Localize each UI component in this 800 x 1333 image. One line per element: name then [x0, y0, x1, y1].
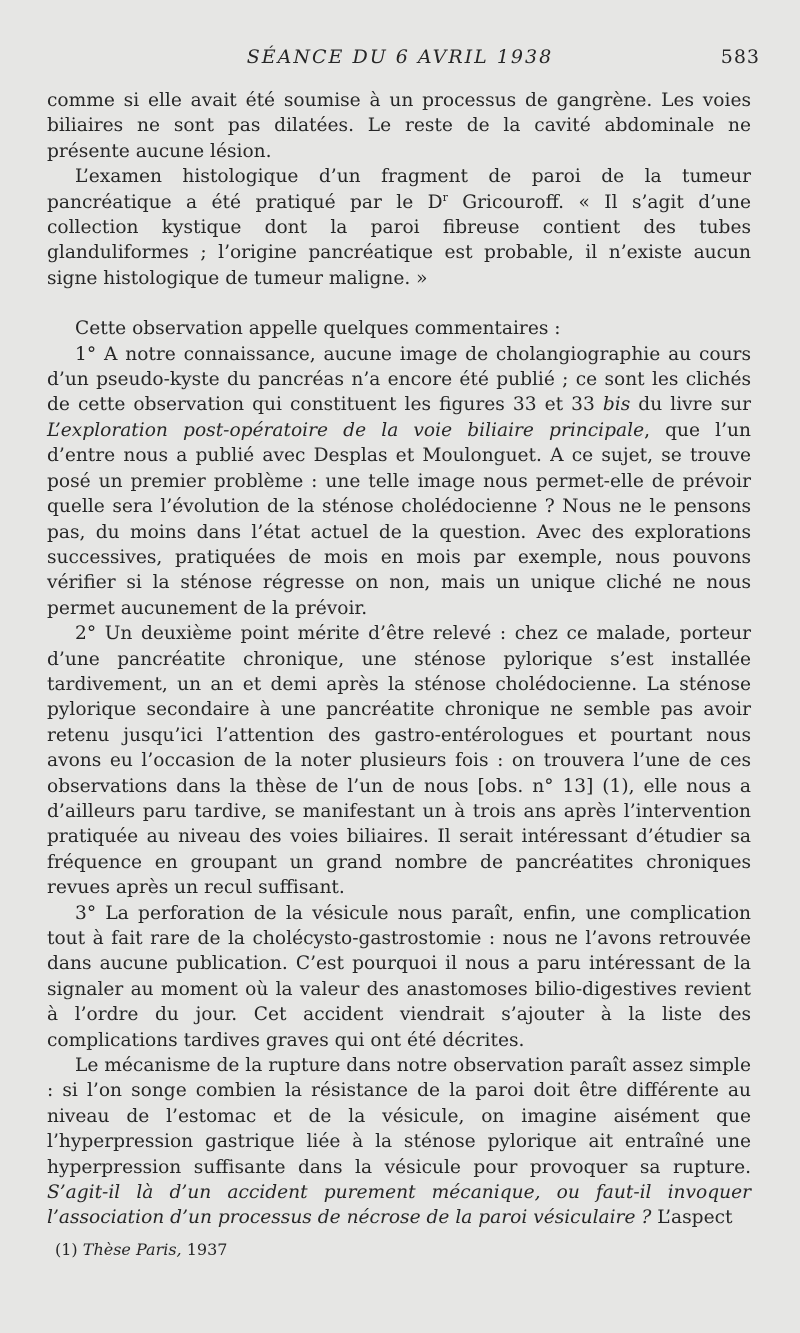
- italic-text: L’exploration post-opératoire de la voie biliaire principale: [47, 419, 645, 441]
- text-run: Le mécanisme de la rupture dans notre observation paraît assez simple : si l’on songe combien la résistance de la paroi doit être différente au niveau de l’estomac et de la vésicule, on imagine aisément que l’hyperpression gastrique liée à la sténose pylorique ait entraîné une hyperpression suffisante dans la vésicule pour provoquer sa rupture.: [47, 1055, 751, 1178]
- page-number: 583: [720, 46, 760, 68]
- paragraph: [47, 316, 751, 341]
- text-run: du livre sur: [630, 394, 751, 416]
- text-run: , que l’un d’entre nous a publié avec Desplas et Moulonguet. A ce sujet, se trouve posé un premier problème : une telle image nous permet-elle de prévoir quelle sera l’évolution de la sténose cholédocienne ? Nous ne le pensons pas, du moins dans l’état actuel de la question. Avec des explorations successives, pratiquées de mois en mois par exemple, nous pouvons vérifier si la sténose régresse on non, mais un unique cliché ne nous permet aucunement de la prévoir.: [47, 419, 751, 619]
- italic-text: S’agit-il là d’un accident purement mécanique, ou faut-il invoquer l’association d’un processus de nécrose de la paroi vésiculaire ?: [47, 1182, 751, 1229]
- text-run: L’examen histologique d’un fragment de paroi de la tumeur pancréatique a été pratiqué par le D: [47, 166, 751, 213]
- superscript: r: [442, 190, 448, 204]
- header-title: SÉANCE DU 6 AVRIL 1938: [246, 46, 554, 68]
- text-run: 3° La perforation de la vésicule nous paraît, enfin, une complication tout à fait rare de la cholécysto-gastrostomie : nous ne l’avons retrouvée dans aucune publication. C’est pourquoi il nous a paru intéressant de la signaler au moment où la valeur des anastomoses bilio-digestives revient à l’ordre du jour. Cet accident viendrait s’ajouter à la liste des complications tardives graves qui ont été décrites.: [47, 902, 751, 1051]
- paragraph: [47, 621, 751, 900]
- text-run: Cette observation appelle quelques commentaires :: [75, 318, 561, 340]
- body-text: [47, 88, 751, 1231]
- paragraph: [47, 164, 751, 291]
- paragraph: [47, 342, 751, 621]
- text-run: L’aspect: [651, 1207, 733, 1229]
- footnote-text: Thèse Paris,: [82, 1240, 182, 1259]
- text-run: Gricouroff. « Il s’agit d’une collection kystique dont la paroi fibreuse contient des tubes glanduliformes ; l’origine pancréatique est probable, il n’existe aucun signe histologique de tumeur maligne. »: [47, 191, 751, 289]
- text-run: 1° A notre connaissance, aucune image de cholangiographie au cours d’un pseudo-kyste du pancréas n’a encore été publié ; ce sont les clichés de cette observation qui constituent les figures 33 et 33: [47, 343, 751, 416]
- paragraph: [47, 88, 751, 164]
- italic-text: bis: [602, 394, 631, 416]
- footnote-marker: (1): [55, 1240, 78, 1259]
- text-run: comme si elle avait été soumise à un processus de gangrène. Les voies biliaires ne sont pas dilatées. Le reste de la cavité abdominale ne présente aucune lésion.: [47, 90, 751, 162]
- text-run: 2° Un deuxième point mérite d’être relevé : chez ce malade, porteur d’une pancréatite chronique, une sténose pylorique s’est installée tardivement, un an et demi après la sténose cholédocienne. La sténose pylorique secondaire à une pancréatite chronique ne semble pas avoir retenu jusqu’ici l’attention des gastro-entérologues et pourtant nous avons eu l’occasion de la noter plusieurs fois : on trouvera l’une de ces observations dans la thèse de l’un de nous [obs. n° 13] (1), elle nous a d’ailleurs paru tardive, se manifestant un à trois ans après l’intervention pratiquée au niveau des voies biliaires. Il serait intéressant d’étudier sa fréquence en groupant un grand nombre de pancréatites chroniques revues après un recul suffisant.: [47, 623, 751, 899]
- footnote-year: 1937: [186, 1240, 228, 1259]
- footnote: [55, 1240, 227, 1259]
- running-header: [0, 44, 800, 74]
- paragraph: [47, 901, 751, 1053]
- paragraph: [47, 1053, 751, 1231]
